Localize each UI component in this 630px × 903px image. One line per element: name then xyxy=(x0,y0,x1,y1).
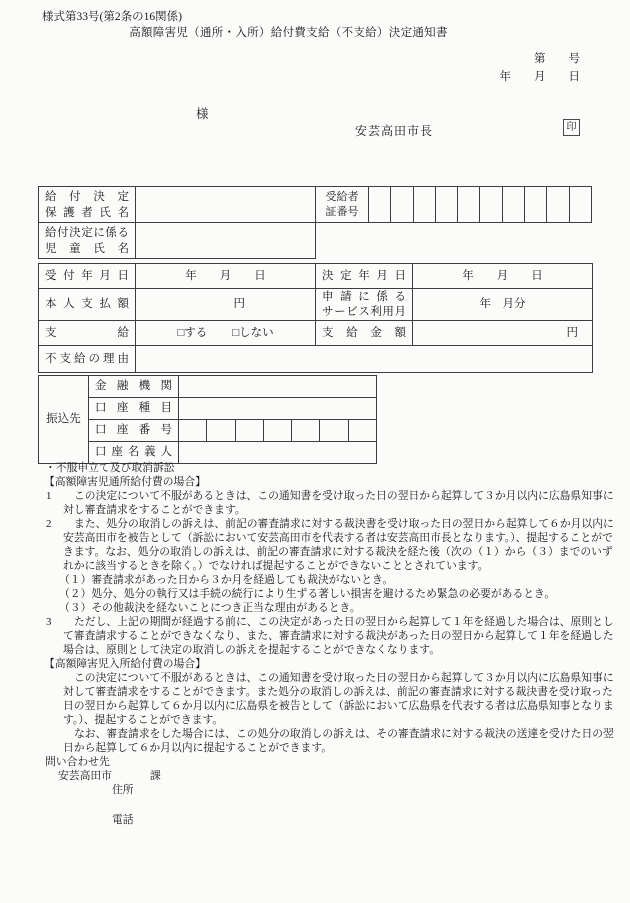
contact-heading: 問い合わせ先 xyxy=(45,756,110,768)
empty-region xyxy=(316,223,592,259)
payment-decision-label: 支 給 xyxy=(39,321,136,346)
certificate-digit-box xyxy=(502,187,524,223)
receipt-date-label: 受 付 年 月 日 xyxy=(39,264,136,289)
account-number-box xyxy=(348,420,376,442)
contact-city: 安芸高田市 xyxy=(58,770,112,782)
certificate-digit-box xyxy=(369,187,391,223)
self-payment-value: 円 xyxy=(136,289,316,321)
account-number-box xyxy=(320,420,348,442)
certificate-digit-box xyxy=(569,187,591,223)
decision-date-label: 決 定 年 月 日 xyxy=(316,264,413,289)
guardian-name-label: 給 付 決 定 保 護 者 氏 名 xyxy=(39,187,136,223)
certificate-digit-box xyxy=(525,187,547,223)
decision-table xyxy=(38,263,593,373)
note-line: この決定について不服があるときは、この通知書を受け取った日の翌日から起算して３か月以内に広島県知事に xyxy=(74,672,614,684)
note-line: 安芸高田市を被告として（訴訟において安芸高田市を代表する者は安芸高田市長となります。）、提起することがで xyxy=(63,532,613,544)
note-subitem: （２）処分、処分の執行又は手続の続行により生ずる著しい損害を避けるため緊急の必要があるとき。 xyxy=(59,588,556,600)
note-item-number: 1 xyxy=(46,490,52,502)
document-date-line: 年 月 日 xyxy=(499,71,580,83)
note-line: 場合は、原則として決定の取消しの訴えを提起することができなくなります。 xyxy=(63,644,441,656)
checkbox-option-no-pay: □しない xyxy=(232,326,274,339)
certificate-digit-box xyxy=(391,187,413,223)
nonpayment-reason-value xyxy=(136,346,593,373)
child-name-label: 給付決定に係る 児 童 氏 名 xyxy=(39,223,136,259)
account-holder-label: 口 座 名 義 人 xyxy=(89,442,179,464)
note-line: 対して審査請求をすることができます。また処分の取消しの訴えは、前記の審査請求に対する裁決書を受け取った xyxy=(63,686,613,698)
note-subitem: （１）審査請求があった日から３か月を経過しても裁決がないとき。 xyxy=(59,574,394,586)
notes-section xyxy=(0,461,630,827)
account-number-box xyxy=(292,420,320,442)
note-line: 1 この決定について不服があるときは、この通知書を受け取った日の翌日から起算して３か月以内に広島県知事に xyxy=(46,490,614,502)
note-line: 日の翌日から起算して６か月以内に広島県を被告として（訴訟において広島県を代表する者は広島県知事となりま xyxy=(63,700,614,712)
contact-phone-label: 電話 xyxy=(112,814,134,826)
notes-heading: ・不服申立て及び取消訴訟 xyxy=(45,462,175,474)
account-number-box xyxy=(263,420,291,442)
note-item-number: 2 xyxy=(46,518,52,530)
bank-name-value xyxy=(179,376,377,398)
contact-address-label: 住所 xyxy=(112,784,134,796)
certificate-digit-box xyxy=(547,187,569,223)
section-title-tsuusho: 【高額障害児通所給付費の場合】 xyxy=(44,476,206,488)
contact-city-line xyxy=(58,769,630,783)
receipt-date-value: 年 月 日 xyxy=(136,264,316,289)
recipient-table xyxy=(38,186,592,259)
certificate-digit-box xyxy=(480,187,502,223)
payment-decision-options xyxy=(136,321,316,346)
decision-date-value: 年 月 日 xyxy=(413,264,593,289)
page-title: 高額障害児（通所・入所）給付費支給（不支給）決定通知書 xyxy=(129,27,448,39)
note-subitem: （３）その他裁決を経ないことにつき正当な理由があるとき。 xyxy=(59,602,361,614)
note-line: て審査請求することができなくなり、また、審査請求に対する裁決があった日の翌日から起算して１年を経過した xyxy=(63,630,614,642)
self-payment-label: 本 人 支 払 額 xyxy=(39,289,136,321)
transfer-table xyxy=(38,375,377,464)
certificate-number-label: 受給者 証番号 xyxy=(316,187,369,223)
section-title-nyuusho: 【高額障害児入所給付費の場合】 xyxy=(44,658,206,670)
document-number-line: 第 号 xyxy=(534,53,580,65)
form-number: 様式第33号(第2条の16関係) xyxy=(42,11,182,23)
note-line: きます。なお、処分の取消しの訴えは、前記の審査請求に対する裁決を経た後（次の（１）から（３）までのいず xyxy=(63,546,613,558)
note-line: す。）、提起することができます。 xyxy=(63,714,224,726)
certificate-digit-box xyxy=(413,187,435,223)
certificate-digit-box xyxy=(435,187,457,223)
contact-section: 課 xyxy=(149,770,161,782)
official-seal-mark: 印 xyxy=(563,119,580,136)
service-month-label: 申 請 に 係 る サービス利用月 xyxy=(316,289,413,321)
account-number-box xyxy=(235,420,263,442)
checkbox-option-pay: □する xyxy=(177,326,208,339)
payment-amount-label: 支 給 金 額 xyxy=(316,321,413,346)
issuer-name: 安芸高田市長 xyxy=(355,124,434,138)
addressee-honorific: 様 xyxy=(196,107,209,121)
account-number-box xyxy=(207,420,235,442)
note-line: れかに該当するときを除く。）でなければ提起することができないこととされています。 xyxy=(63,560,489,572)
note-line: なお、審査請求をした場合には、この処分の取消しの訴えは、その審査請求に対する裁決の送達を受けた日の翌 xyxy=(74,728,614,740)
payment-amount-value: 円 xyxy=(413,321,593,346)
account-type-value xyxy=(179,398,377,420)
bank-name-label: 金 融 機 関 xyxy=(89,376,179,398)
account-number-label: 口 座 番 号 xyxy=(89,420,179,442)
account-type-label: 口 座 種 目 xyxy=(89,398,179,420)
guardian-name-value xyxy=(136,187,316,223)
note-item-number: 3 xyxy=(46,616,52,628)
note-line: 対し審査請求をすることができます。 xyxy=(63,504,246,516)
child-name-value xyxy=(136,223,316,259)
note-line: 日から起算して６か月以内に提起することができます。 xyxy=(63,742,333,754)
note-line: 2 また、処分の取消しの訴えは、前記の審査請求に対する裁決書を受け取った日の翌日から起算して６か月以内に xyxy=(46,518,614,530)
account-number-box xyxy=(179,420,207,442)
certificate-digit-box xyxy=(458,187,480,223)
service-month-value: 年 月分 xyxy=(413,289,593,321)
note-line: 3 ただし、上記の期間が経過する前に、この決定があった日の翌日から起算して１年を経過した場合は、原則とし xyxy=(46,616,614,628)
transfer-row-header: 振込先 xyxy=(39,376,89,464)
nonpayment-reason-label: 不 支 給 の 理 由 xyxy=(39,346,136,373)
